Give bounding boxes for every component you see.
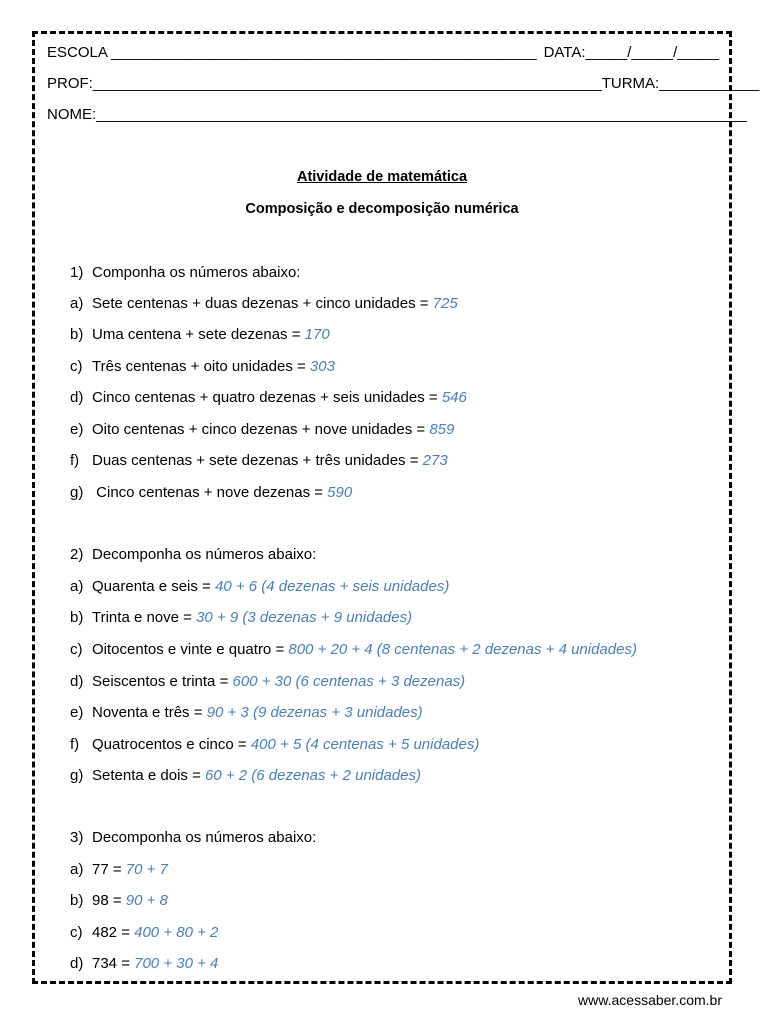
question-text: Decomponha os números abaixo:: [92, 829, 317, 846]
nome-label: NOME:: [47, 106, 97, 123]
item-letter: b): [70, 326, 84, 343]
list-item: [70, 704, 423, 722]
list-item: [70, 326, 330, 344]
item-answer: 600 + 30 (6 centenas + 3 dezenas): [232, 673, 466, 690]
item-answer: 700 + 30 + 4: [134, 955, 219, 972]
item-answer: 40 + 6 (4 dezenas + seis unidades): [215, 578, 450, 595]
list-item: [70, 421, 454, 439]
list-item: [70, 609, 412, 627]
item-prompt: 482 =: [92, 924, 135, 941]
item-answer: 590: [327, 484, 353, 501]
item-prompt: Trinta e nove =: [92, 609, 197, 626]
item-letter: a): [70, 861, 84, 878]
list-item: [70, 641, 637, 659]
item-answer: 400 + 80 + 2: [134, 924, 219, 941]
list-item: [70, 924, 218, 942]
section3-heading: [70, 829, 316, 847]
item-answer: 725: [432, 295, 458, 312]
item-letter: d): [70, 673, 84, 690]
escola-label: ESCOLA: [47, 44, 108, 61]
item-letter: g): [70, 484, 84, 501]
item-prompt: Cinco centenas + quatro dezenas + seis unidades =: [92, 389, 442, 406]
item-prompt: Seiscentos e trinta =: [92, 673, 233, 690]
footer-url: www.acessaber.com.br: [578, 992, 722, 1008]
item-prompt: 77 =: [92, 861, 126, 878]
list-item: [70, 358, 335, 376]
item-prompt: Oitocentos e vinte e quatro =: [92, 641, 289, 658]
item-letter: a): [70, 295, 84, 312]
list-item: [70, 452, 448, 470]
header-nome-row: [47, 106, 747, 124]
item-prompt: Cinco centenas + nove dezenas =: [92, 484, 328, 501]
item-prompt: Uma centena + sete dezenas =: [92, 326, 305, 343]
list-item: [70, 955, 218, 973]
question-text: Decomponha os números abaixo:: [92, 546, 317, 563]
section1-heading: [70, 264, 300, 282]
list-item: [70, 767, 421, 785]
item-answer: 400 + 5 (4 centenas + 5 unidades): [250, 736, 480, 753]
item-answer: 303: [309, 358, 335, 375]
item-prompt: 734 =: [92, 955, 135, 972]
list-item: [70, 736, 479, 754]
list-item: [70, 892, 168, 910]
item-letter: c): [70, 924, 83, 941]
header-escola-row: [47, 44, 719, 62]
item-answer: 30 + 9 (3 dezenas + 9 unidades): [196, 609, 413, 626]
section2-heading: [70, 546, 316, 564]
list-item: [70, 861, 168, 879]
item-answer: 546: [441, 389, 467, 406]
page-subtitle: Composição e decomposição numérica: [245, 201, 519, 217]
item-answer: 273: [422, 452, 448, 469]
item-prompt: Duas centenas + sete dezenas + três unidades =: [92, 452, 423, 469]
question-number: 3): [70, 829, 84, 846]
item-letter: b): [70, 609, 84, 626]
item-letter: e): [70, 704, 84, 721]
list-item: [70, 578, 449, 596]
item-letter: a): [70, 578, 84, 595]
item-answer: 60 + 2 (6 dezenas + 2 unidades): [205, 767, 421, 784]
page-title: Atividade de matemática: [296, 169, 468, 185]
question-number: 1): [70, 264, 84, 281]
data-field[interactable]: DATA:_____/_____/_____: [543, 44, 719, 61]
item-prompt: Setenta e dois =: [92, 767, 205, 784]
item-prompt: Três centenas + oito unidades =: [92, 358, 310, 375]
item-answer: 70 + 7: [125, 861, 168, 878]
item-prompt: Sete centenas + duas dezenas + cinco unidades =: [92, 295, 433, 312]
item-letter: f): [70, 736, 80, 753]
list-item: [70, 295, 458, 313]
header-prof-row: [47, 75, 760, 93]
item-prompt: Quatrocentos e cinco =: [92, 736, 251, 753]
item-letter: d): [70, 955, 84, 972]
list-item: [70, 389, 467, 407]
prof-label: PROF:: [47, 75, 93, 92]
item-answer: 859: [429, 421, 455, 438]
item-answer: 90 + 8: [125, 892, 168, 909]
question-number: 2): [70, 546, 84, 563]
item-letter: c): [70, 641, 83, 658]
item-letter: b): [70, 892, 84, 909]
list-item: [70, 673, 465, 691]
list-item: [70, 484, 352, 502]
question-text: Componha os números abaixo:: [92, 264, 301, 281]
item-answer: 90 + 3 (9 dezenas + 3 unidades): [206, 704, 423, 721]
item-prompt: Quarenta e seis =: [92, 578, 215, 595]
item-letter: d): [70, 389, 84, 406]
item-prompt: Oito centenas + cinco dezenas + nove unidades =: [92, 421, 430, 438]
prof-blank[interactable]: _____________________________________________________________: [92, 75, 602, 92]
item-letter: c): [70, 358, 83, 375]
item-letter: e): [70, 421, 84, 438]
nome-blank[interactable]: ______________________________________________________________________________: [96, 106, 747, 123]
escola-blank[interactable]: ___________________________________________________: [111, 44, 537, 61]
item-answer: 170: [304, 326, 330, 343]
item-letter: f): [70, 452, 80, 469]
item-prompt: 98 =: [92, 892, 126, 909]
item-answer: 800 + 20 + 4 (8 centenas + 2 dezenas + 4 unidades): [288, 641, 637, 658]
item-prompt: Noventa e três =: [92, 704, 207, 721]
item-letter: g): [70, 767, 84, 784]
turma-field[interactable]: TURMA:____________: [601, 75, 760, 92]
